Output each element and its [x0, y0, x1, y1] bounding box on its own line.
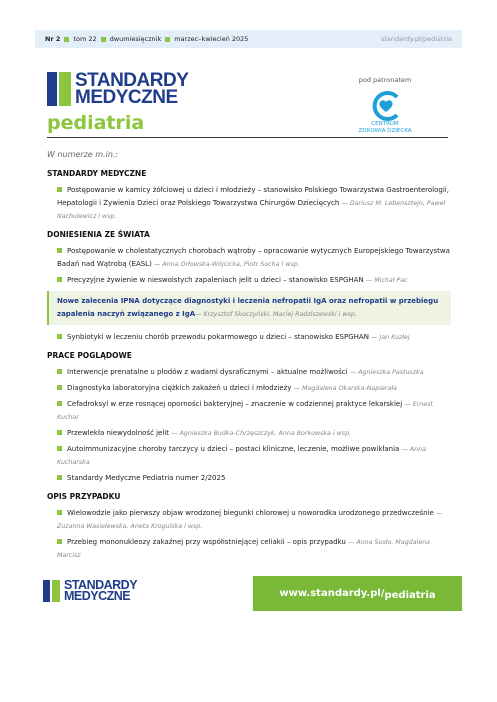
header-divider [47, 137, 448, 138]
list-item: Autoimmunizacyjne choroby tarczycy u dzieci – postaci kliniczne, leczenie, możliwe powikłania — Anna Kucharska [57, 445, 427, 466]
square-bullet-icon [57, 539, 62, 544]
list-item: Precyzyjne żywienie w nieswoistych zapaleniach jelit u dzieci – stanowisko ESPGHAN — Michał Pac [47, 274, 451, 287]
square-bullet-icon [57, 385, 62, 390]
issue-meta [45, 35, 248, 43]
square-bullet-icon [57, 401, 62, 406]
highlighted-article: Nowe zalecenia IPNA dotyczące diagnostyki i leczenia nefropatii IgA oraz nefropatii w przebiegu zapalenia naczyń związanego z IgA— Krzysztof Skoczyński, Maciej Radziszewski i wsp. [47, 291, 451, 325]
standardy-medyczne-logo [47, 72, 188, 106]
footer-logo: STANDARDY MEDYCZNE [43, 580, 137, 602]
section-title: PRACE POGLĄDOWE [47, 351, 132, 360]
list-item: Przebieg mononukleozy zakaźnej przy współistniejącej celiakii – opis przypadku — Anna Susło, Magdalena Marcisz [57, 538, 431, 559]
square-bullet-icon [57, 187, 62, 192]
square-bullet-icon [101, 37, 106, 42]
square-bullet-icon [57, 475, 62, 480]
intro-text: W numerze m.in.: [47, 150, 119, 159]
issue-number: Nr 2 [45, 35, 61, 43]
list-item: Cefadroksyl w erze rosnącej oporności bakteryjnej – znaczenie w codziennej praktyce lekarskiej — Ernest Kuchar [57, 400, 433, 421]
logo-line2: MEDYCZNE [75, 87, 178, 108]
list-item: Przewlekła niewydolność jelit — Agnieszka Budka-Chrzęszczyk, Anna Borkowska i wsp. [47, 427, 451, 440]
square-bullet-icon [57, 369, 62, 374]
patron-name: CENTRUM ZDROWIA DZIECKA [358, 121, 412, 134]
square-bullet-icon [57, 430, 62, 435]
logo-line1: STANDARDY [75, 70, 189, 91]
square-bullet-icon [57, 248, 62, 253]
square-bullet-icon [165, 37, 170, 42]
square-bullet-icon [64, 37, 69, 42]
patronage-label: pod patronatem [358, 76, 412, 84]
heart-icon [369, 89, 403, 123]
footer-url-link[interactable]: www.standardy.pl/ pediatria [253, 576, 462, 611]
issue-info-bar [35, 30, 462, 48]
section-title: STANDARDY MEDYCZNE [47, 169, 147, 178]
section-title: DONIESIENIA ZE ŚWIATA [47, 230, 150, 239]
square-bullet-icon [57, 277, 62, 282]
logo-mark-icon [43, 580, 60, 602]
header-url-link[interactable]: standardy.pl/pediatria [381, 35, 452, 43]
list-item: Wielowodzie jako pierwszy objaw wrodzonej biegunki chlorowej u noworodka urodzonego przedwcześnie — Zuzanna Wasielewska, Aneta Krogulska i wsp. [57, 509, 443, 530]
list-item: Postępowanie w kamicy żółciowej u dzieci i młodzieży – stanowisko Polskiego Towarzystwa Gastroenterologii, Hepatologii i Żywienia Dzieci oraz Polskiego Towarzystwa Chirurgów Dziecięcych — Dariusz M. Lebensztejn, Paweł Nachulewicz i wsp. [57, 186, 449, 220]
list-item: Postępowanie w cholestatycznych chorobach wątroby – opracowanie wytycznych Europejskiego Towarzystwa Badań nad Wątrobą (EASL) — Anna Orłowska-Wójcicka, Piotr Socha i wsp. [57, 247, 450, 268]
list-item: Standardy Medyczne Pediatria numer 2/2025 [47, 472, 451, 485]
list-item: Synbiotyki w leczeniu chorób przewodu pokarmowego u dzieci – stanowisko ESPGHAN — Jan Kozłej [47, 331, 451, 344]
volume: tom 22 [73, 35, 97, 43]
frequency: dwumiesięcznik [109, 35, 162, 43]
list-item: Interwencje prenatalne u płodów z wadami dysrafícznymi – aktualne możliwości — Agnieszka Pastuszka [47, 366, 451, 379]
square-bullet-icon [57, 446, 62, 451]
issue-date: marzec–kwiecień 2025 [174, 35, 249, 43]
section-title: OPIS PRZYPADKU [47, 492, 121, 501]
logo-mark-icon [47, 72, 71, 106]
journal-title: pediatria [47, 112, 145, 134]
square-bullet-icon [57, 510, 62, 515]
list-item: Diagnostyka laboratoryjna ciężkich zakażeń u dzieci i młodzieży — Magdalena Okarska-Napierała [47, 382, 451, 395]
table-of-contents [47, 150, 451, 565]
square-bullet-icon [57, 334, 62, 339]
